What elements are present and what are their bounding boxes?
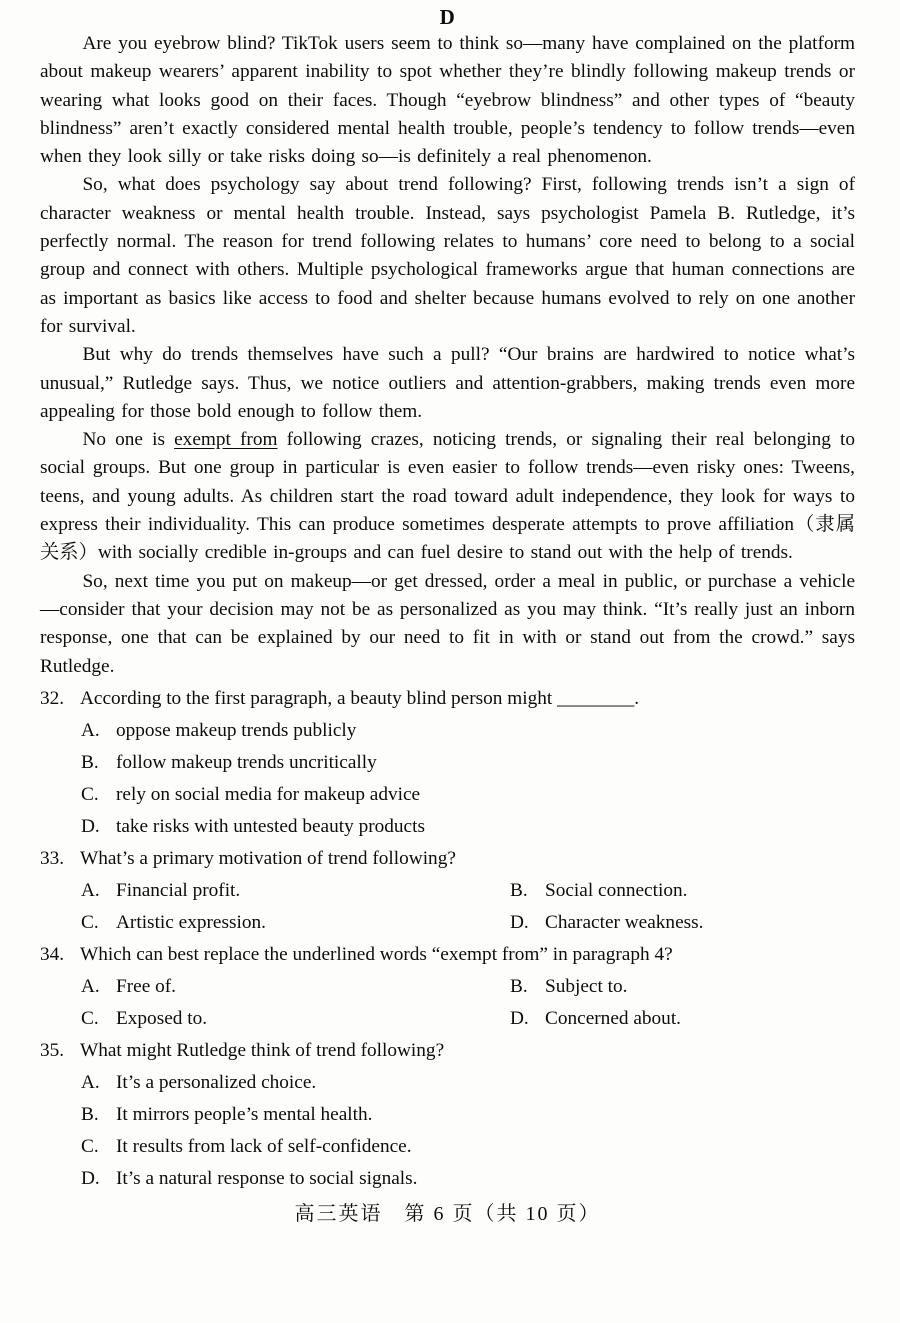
option-label: A. <box>81 1071 100 1093</box>
option-text: It results from lack of self-confidence. <box>116 1135 412 1157</box>
option-label: A. <box>81 879 100 901</box>
passage-paragraph-3: But why do trends themselves have such a pull? “Our brains are hardwired to notice what’s unusual,” Rutledge says. Thus, we notice outliers and attention-grabbers, making trends even more appealing for those bold enough to follow them. <box>40 344 855 422</box>
option-label: B. <box>81 1103 99 1125</box>
option-32-a <box>81 715 855 747</box>
question-32 <box>40 683 855 843</box>
question-text: According to the first paragraph, a beauty blind person might ________. <box>80 687 640 709</box>
question-text: Which can best replace the underlined words “exempt from” in paragraph 4? <box>80 943 673 965</box>
option-text: Free of. <box>116 975 176 997</box>
option-text: Character weakness. <box>545 911 704 933</box>
question-35-stem <box>40 1035 855 1067</box>
option-text: take risks with untested beauty products <box>116 815 425 837</box>
option-label: B. <box>510 975 528 997</box>
question-33-stem <box>40 843 855 875</box>
option-35-a <box>81 1067 855 1099</box>
option-label: A. <box>81 975 100 997</box>
question-number: 35. <box>40 1039 65 1061</box>
passage-paragraph-5: So, next time you put on makeup—or get dressed, order a meal in public, or purchase a vehicle—consider that your decision may not be as personalized as you may think. “It’s really just an inborn response, one that can be explained by our need to fit in with or stand out from the crowd.” says Rutledge. <box>40 570 855 677</box>
reading-passage <box>40 30 855 681</box>
question-34 <box>40 939 855 1035</box>
option-35-b <box>81 1099 855 1131</box>
paragraph-text: following crazes, noticing trends, or signaling their real belonging to social groups. But one group in particular is even easier to follow trends—even risky ones: Tweens, teens, and young adults. As children start the road toward adult independence, they look for ways to express their individuality. This can produce sometimes desperate attempts to prove affiliation（隶属关系）with socially credible in-groups and can fuel desire to stand out with the help of trends. <box>40 429 856 564</box>
page-footer: 高三英语 第 6 页（共 10 页） <box>294 1202 601 1225</box>
option-label: C. <box>81 911 99 933</box>
question-number: 33. <box>40 847 65 869</box>
passage-paragraph-4 <box>40 426 855 567</box>
option-text: Exposed to. <box>116 1007 208 1029</box>
question-35-options <box>81 1067 855 1195</box>
question-number: 34. <box>40 943 65 965</box>
option-label: C. <box>81 783 99 805</box>
option-text: Concerned about. <box>545 1007 681 1029</box>
question-text: What might Rutledge think of trend following? <box>80 1039 445 1061</box>
option-34-c <box>81 1003 510 1035</box>
question-34-stem <box>40 939 855 971</box>
option-label: A. <box>81 719 100 741</box>
option-label: D. <box>81 815 100 837</box>
paragraph-text: No one is <box>82 429 175 451</box>
option-33-d <box>510 907 855 939</box>
option-label: B. <box>510 879 528 901</box>
option-34-b <box>510 971 855 1003</box>
question-32-options <box>81 715 855 843</box>
option-32-d <box>81 811 855 843</box>
option-text: Social connection. <box>545 879 688 901</box>
option-text: Artistic expression. <box>116 911 266 933</box>
option-text: It’s a natural response to social signals. <box>116 1167 418 1189</box>
option-label: D. <box>510 1007 529 1029</box>
question-34-options <box>81 971 855 1035</box>
option-label: D. <box>81 1167 100 1189</box>
option-text: Financial profit. <box>116 879 241 901</box>
option-text: It mirrors people’s mental health. <box>116 1103 373 1125</box>
section-label: D <box>439 5 456 29</box>
option-34-a <box>81 971 510 1003</box>
question-number: 32. <box>40 687 65 709</box>
option-label: B. <box>81 751 99 773</box>
passage-paragraph-2: So, what does psychology say about trend following? First, following trends isn’t a sign of character weakness or mental health trouble. Instead, says psychologist Pamela B. Rutledge, it’s perfectly normal. The reason for trend following relates to humans’ core need to belong to a social group and connect with others. Multiple psychological frameworks argue that human connections are as important as basics like access to food and shelter because humans evolved to rely on one another for survival. <box>40 174 855 337</box>
passage-paragraph-1: Are you eyebrow blind? TikTok users seem to think so—many have complained on the platform about makeup wearers’ apparent inability to spot whether they’re blindly following makeup trends or wearing what looks good on their faces. Though “eyebrow blindness” and other types of “beauty blindness” aren’t exactly considered mental health trouble, people’s tendency to follow trends—even when they look silly or take risks doing so—is definitely a real phenomenon. <box>40 33 855 168</box>
option-34-d <box>510 1003 855 1035</box>
option-text: oppose makeup trends publicly <box>116 719 357 741</box>
option-text: It’s a personalized choice. <box>116 1071 317 1093</box>
question-text: What’s a primary motivation of trend following? <box>80 847 456 869</box>
option-35-c <box>81 1131 855 1163</box>
option-label: D. <box>510 911 529 933</box>
option-text: rely on social media for makeup advice <box>116 783 421 805</box>
question-33-options <box>81 875 855 939</box>
question-35 <box>40 1035 855 1195</box>
option-33-c <box>81 907 510 939</box>
option-text: follow makeup trends uncritically <box>116 751 377 773</box>
option-text: Subject to. <box>545 975 628 997</box>
question-list <box>40 683 855 1195</box>
option-label: C. <box>81 1007 99 1029</box>
question-33 <box>40 843 855 939</box>
option-33-a <box>81 875 510 907</box>
option-35-d <box>81 1163 855 1195</box>
option-32-b <box>81 747 855 779</box>
option-33-b <box>510 875 855 907</box>
underlined-phrase: exempt from <box>174 429 278 451</box>
question-32-stem <box>40 683 855 715</box>
option-label: C. <box>81 1135 99 1157</box>
option-32-c <box>81 779 855 811</box>
